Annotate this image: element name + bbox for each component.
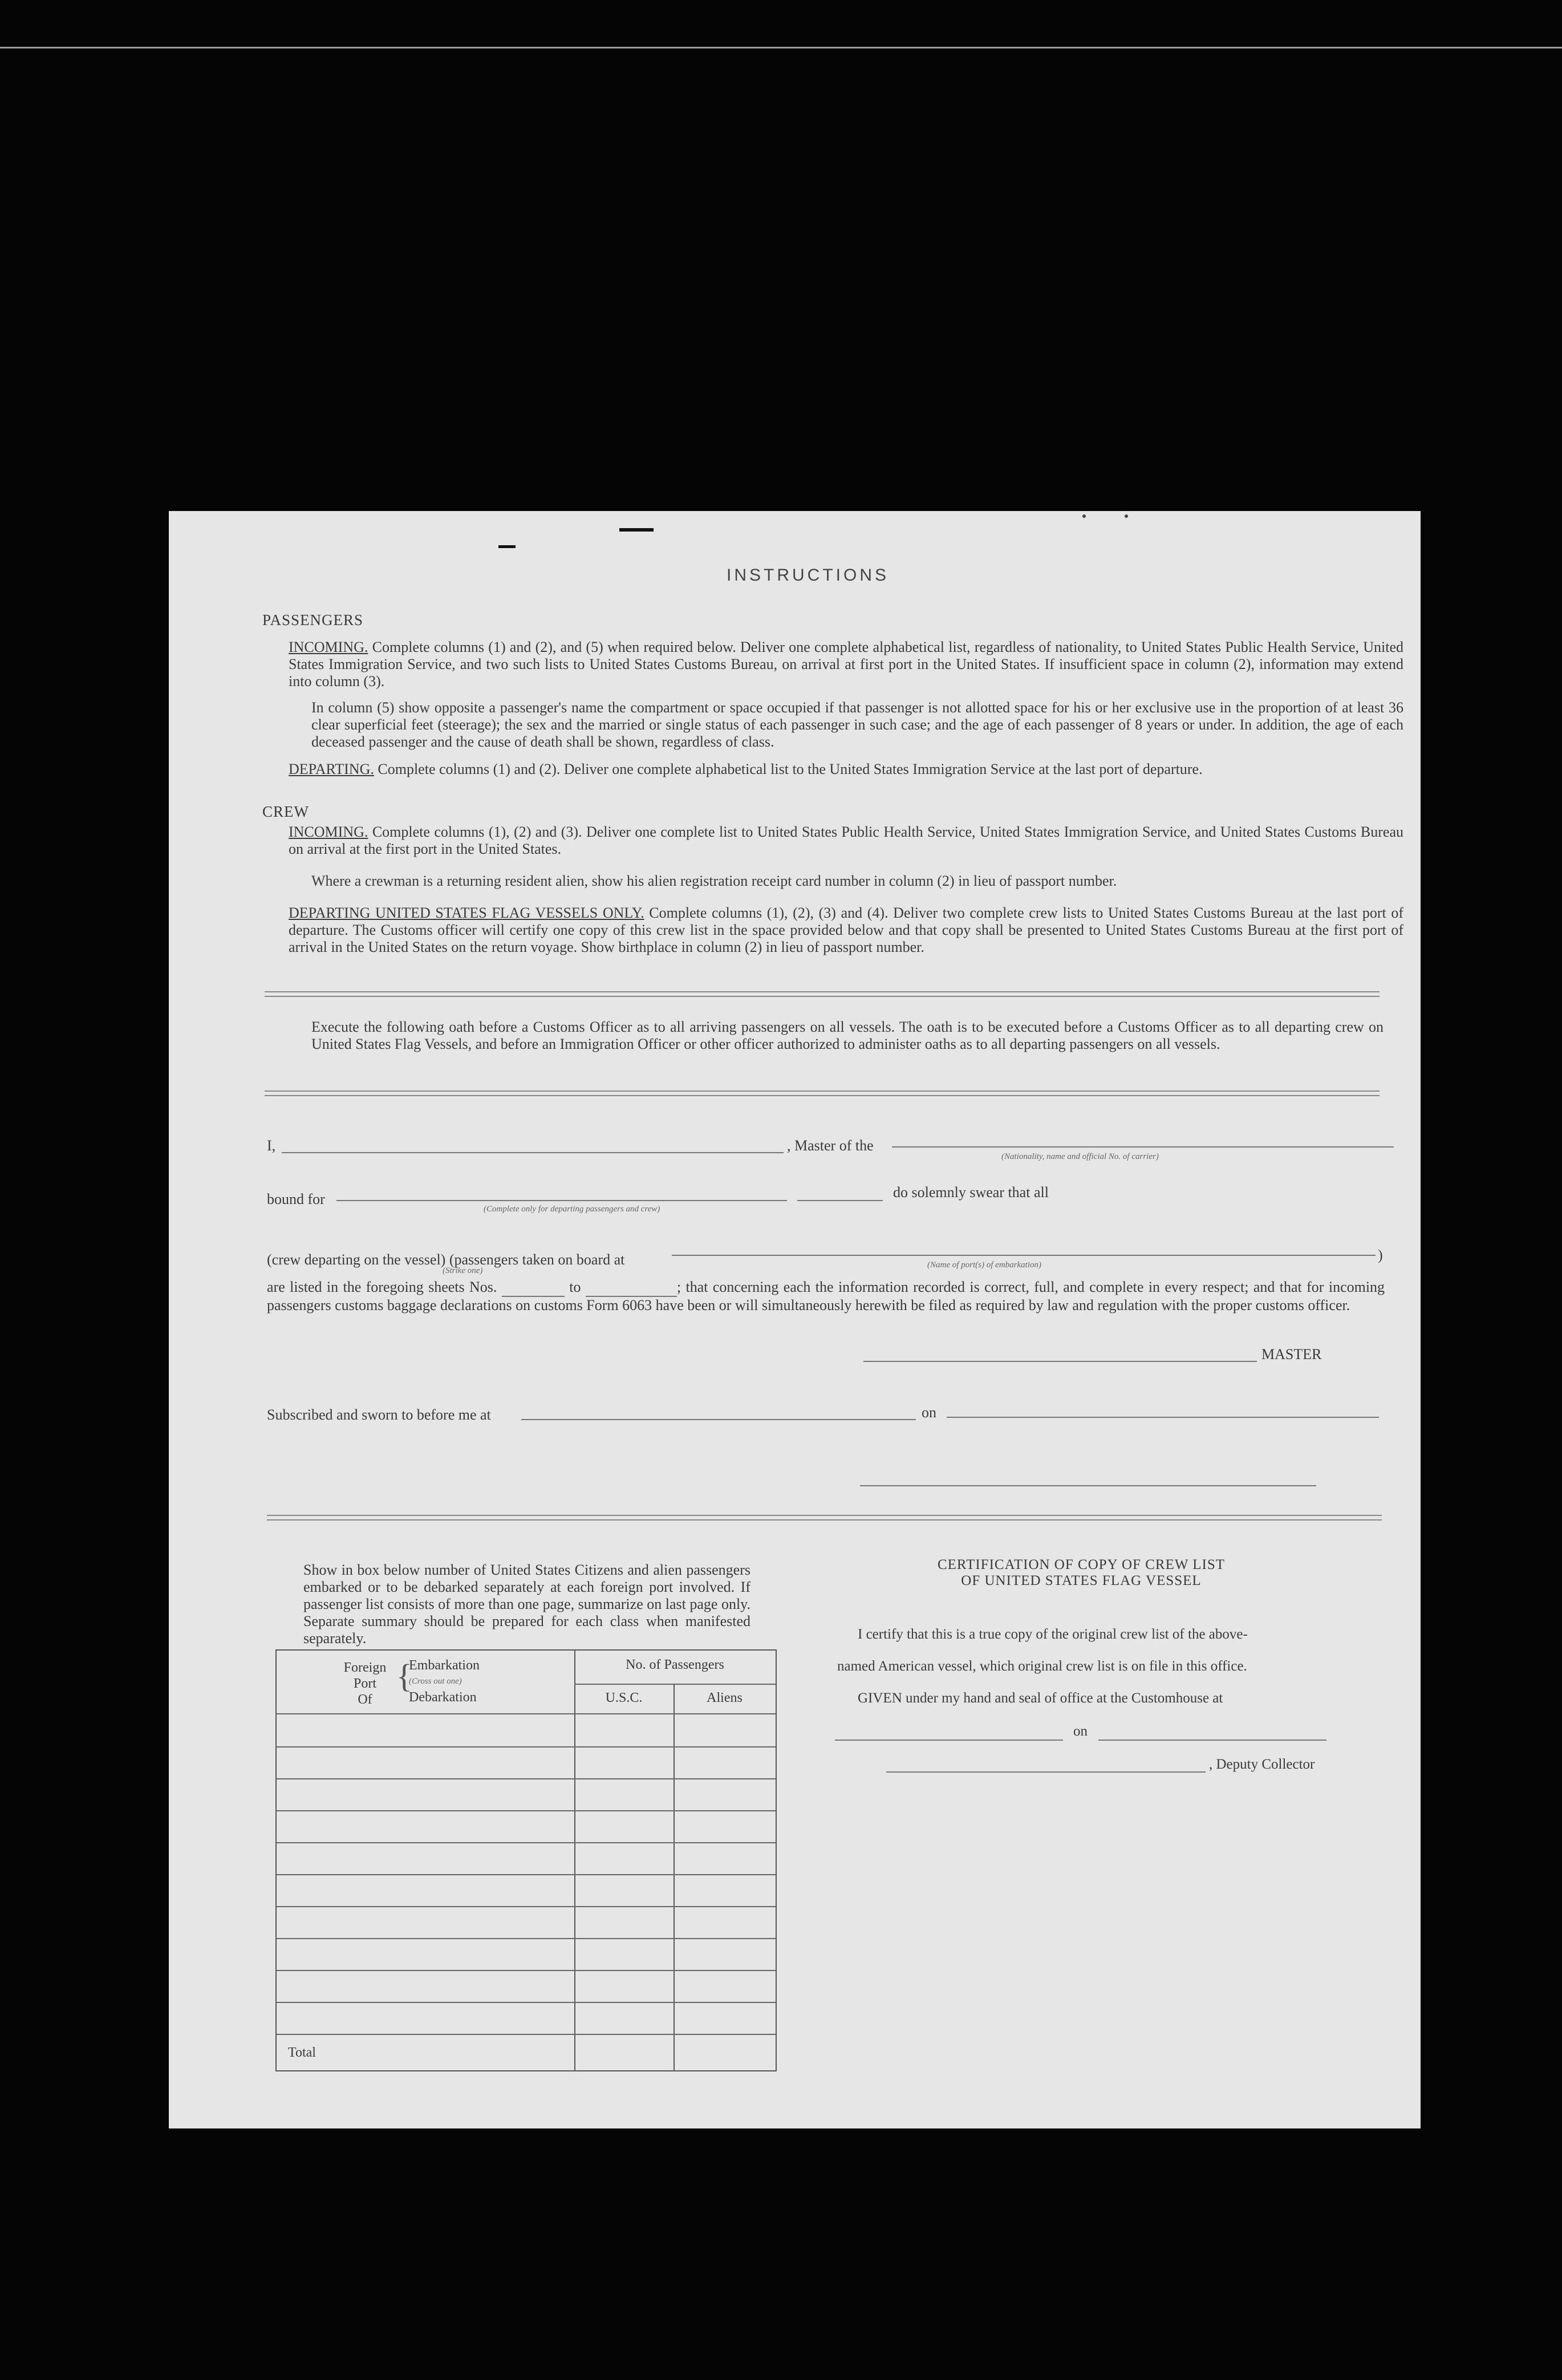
certification-title-line2: OF UNITED STATES FLAG VESSEL <box>961 1573 1202 1588</box>
ports-caption: (Name of port(s) of embarkation) <box>927 1260 1041 1270</box>
certification-line2: named American vessel, which original crew list is on file in this office. <box>837 1659 1247 1674</box>
bound-for-field-2[interactable] <box>797 1200 883 1201</box>
scan-mark <box>1125 514 1128 518</box>
crew-departing-label: DEPARTING UNITED STATES FLAG VESSELS ONLY. <box>289 905 644 921</box>
oath-instruction: Execute the following oath before a Customs Officer as to all arriving passengers on all vessels. The oath is to be executed before a Customs Officer as to all departing crew on United States Flag Vessels, and before an Immigration Officer or other officer authorized to administer oaths as to all departing passengers on all vessels. <box>311 1019 1384 1052</box>
aliens-header: Aliens <box>707 1690 743 1705</box>
foreign-label: Foreign <box>343 1660 387 1675</box>
table-row <box>277 1874 776 1875</box>
oath-swear: do solemnly swear that all <box>893 1184 1049 1201</box>
section-divider <box>267 1515 1382 1521</box>
crew-heading: CREW <box>262 803 309 820</box>
crew-resident-text: Where a crewman is a returning resident alien, show his alien registration receipt card number in column (2) in lieu of passport number. <box>311 873 1117 889</box>
bound-caption: (Complete only for departing passengers and crew) <box>484 1205 660 1214</box>
bound-for-field[interactable] <box>336 1200 787 1201</box>
oath-sheets-paragraph <box>267 1279 1385 1314</box>
oath-crew-passengers: (crew departing on the vessel) (passengers taken on board at <box>267 1251 625 1268</box>
sheets-to: to <box>569 1279 581 1295</box>
table-row <box>277 1810 776 1811</box>
strike-one-caption: (Strike one) <box>443 1266 483 1275</box>
passengers-departing-label: DEPARTING. <box>289 761 374 777</box>
crew-incoming-text: Complete columns (1), (2) and (3). Deliver one complete list to United States Public Health Service, United States Immigration Service, and United States Customs Bureau on arrival at the first port in the United States. <box>289 824 1404 857</box>
no-passengers-header: No. of Passengers <box>626 1657 724 1672</box>
page-title: INSTRUCTIONS <box>727 566 889 585</box>
table-row <box>277 1778 776 1779</box>
summary-instruction: Show in box below number of United States Citizens and alien passengers embarked or to be debarked separately at each foreign port involved. If passenger list consists of more than one page, summarize on last page only. Separate summary should be prepared for each class when manifested separately. <box>303 1562 750 1647</box>
port-label: Port <box>353 1676 376 1691</box>
officer-signature-field[interactable] <box>860 1485 1316 1486</box>
table-row <box>277 1906 776 1907</box>
deputy-collector-label: , Deputy Collector <box>1209 1757 1315 1772</box>
table-row <box>277 2034 776 2035</box>
subscribed-on: on <box>922 1404 936 1421</box>
embarkation-label: Embarkation <box>409 1658 480 1673</box>
table-divider <box>674 1684 675 2070</box>
table-row <box>277 1842 776 1843</box>
subscribed-place-field[interactable] <box>521 1419 916 1420</box>
table-row <box>277 1938 776 1939</box>
table-divider <box>574 1684 776 1685</box>
certification-title <box>904 1557 1258 1589</box>
section-divider <box>265 991 1380 997</box>
usc-header: U.S.C. <box>605 1690 643 1705</box>
table-row <box>277 1970 776 1971</box>
certification-on: on <box>1073 1724 1088 1739</box>
carrier-caption: (Nationality, name and official No. of carrier) <box>1001 1152 1159 1161</box>
passenger-summary-table <box>275 1649 777 2071</box>
passengers-column5-text: In column (5) show opposite a passenger's name the compartment or space occupied if that passenger is not allotted space for his or her exclusive use in the proportion of at least 36 clear superficial feet (steerage); the sex and the married or single status of each passenger in such case; and the age of each passenger of 8 years or under. In addition, the age of each deceased passenger and the cause of death shall be shown, regardless of class. <box>311 699 1403 750</box>
crew-departing-paragraph <box>289 905 1403 956</box>
table-divider <box>277 1713 776 1714</box>
certification-line1: I certify that this is a true copy of the original crew list of the above- <box>858 1627 1248 1642</box>
debarkation-label: Debarkation <box>409 1690 477 1705</box>
crew-incoming-paragraph <box>289 824 1403 858</box>
certification-line3: GIVEN under my hand and seal of office at the Customhouse at <box>858 1690 1223 1706</box>
cross-out-caption: (Cross out one) <box>409 1677 462 1686</box>
master-signature-field[interactable] <box>863 1361 1257 1362</box>
passengers-departing-text: Complete columns (1) and (2). Deliver one complete alphabetical list to the United States Immigration Service at the last port of departure. <box>378 761 1203 777</box>
subscribed-label: Subscribed and sworn to before me at <box>267 1406 491 1423</box>
subscribed-date-field[interactable] <box>947 1417 1379 1418</box>
master-name-field[interactable] <box>282 1152 784 1153</box>
certification-title-line1: CERTIFICATION OF COPY OF CREW LIST <box>937 1557 1226 1572</box>
crew-incoming-label: INCOMING. <box>289 824 368 840</box>
section-divider <box>265 1090 1380 1096</box>
passengers-heading: PASSENGERS <box>262 611 364 629</box>
sheets-text-2: ; that concerning each the information recorded is correct, full, and complete in every respect; <box>676 1279 1249 1295</box>
certification-date-field[interactable] <box>1098 1740 1326 1741</box>
passengers-incoming-label: INCOMING. <box>289 639 368 655</box>
scan-top-line <box>0 47 1562 48</box>
ports-field[interactable] <box>672 1255 1376 1256</box>
customhouse-field[interactable] <box>835 1740 1063 1741</box>
close-paren: ) <box>1378 1247 1383 1263</box>
sheets-text-3: and that for incoming passengers customs baggage declarations on customs Form 6063 have been or will simultaneously herewith be filed as required by law and regulation with the proper customs officer. <box>267 1279 1385 1313</box>
of-label: Of <box>358 1692 372 1707</box>
passengers-incoming-paragraph <box>289 639 1403 690</box>
scan-mark <box>1082 514 1086 518</box>
carrier-field[interactable] <box>892 1146 1394 1148</box>
crew-departing-text: Complete columns (1), (2), (3) and (4). Deliver two complete crew lists to United States Customs Bureau at the last port of departure. The Customs officer will certify one copy of this crew list in the space provided below and that copy shall be presented to United States Customs Bureau at the first port of arrival in the United States on the return voyage. Show birthplace in column (2) in lieu of passport number. <box>289 905 1404 955</box>
master-label: MASTER <box>1261 1346 1322 1363</box>
scan-mark <box>498 545 516 548</box>
passengers-departing-paragraph <box>289 761 1403 778</box>
scan-mark <box>619 528 654 532</box>
deputy-signature-field[interactable] <box>886 1771 1206 1773</box>
form-page <box>169 511 1421 2128</box>
sheets-to-field[interactable] <box>586 1279 677 1297</box>
embarkation-debarkation-label <box>409 1657 480 1705</box>
foreign-port-of-label <box>334 1660 396 1708</box>
oath-master-of: , Master of the <box>787 1137 874 1154</box>
total-label: Total <box>288 2045 316 2060</box>
oath-i-label: I, <box>267 1137 276 1154</box>
sheets-text-1: are listed in the foregoing sheets Nos. <box>267 1279 497 1295</box>
table-row <box>277 2002 776 2003</box>
passengers-incoming-text: Complete columns (1) and (2), and (5) when required below. Deliver one complete alphabetical list, regardless of nationality, to United States Public Health Service, United States Immigration Service, and two such lists to United States Customs Bureau, on arrival at first port in the United States. If insufficient space in column (2), information may extend into column (3). <box>289 639 1404 690</box>
sheets-from-field[interactable] <box>502 1279 565 1297</box>
table-row <box>277 1746 776 1748</box>
brace-icon: { <box>396 1657 412 1694</box>
oath-bound-for: bound for <box>267 1191 325 1207</box>
